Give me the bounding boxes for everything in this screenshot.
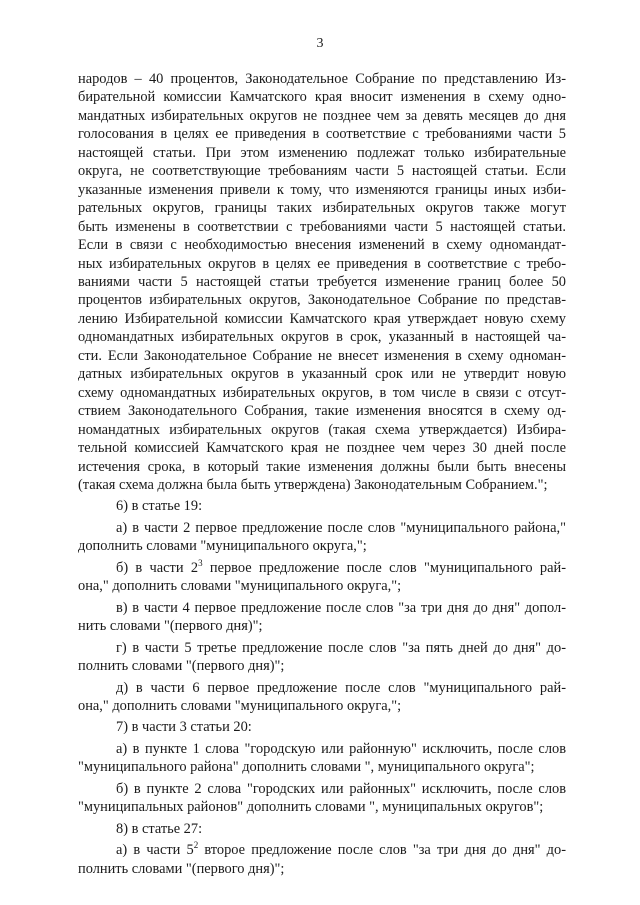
text-line: 6) в статье 19: — [116, 498, 203, 515]
text-line: (такая схема должна была быть утверждена) Законодательным Собранием."; — [78, 476, 548, 493]
text-line: нить словами "(первого дня)"; — [78, 618, 263, 635]
text-line: округа, не соответствующие требованиям части 5 настоящей статьи. Если — [78, 163, 566, 180]
text-line: мандатных избирательных округов не позднее чем за девять месяцев до дня — [78, 107, 566, 124]
text-line: ствием Законодательного Собрания, такие изменения вносятся в схему од- — [78, 403, 566, 420]
paragraph-subitem-b — [78, 780, 566, 817]
text-line: д) в части 6 первое предложение после слов "муниципального рай- — [116, 679, 566, 696]
text-segment: первое предложение после слов "муниципального рай- — [202, 559, 566, 576]
text-line — [78, 559, 566, 577]
text-line: тельной комиссией Камчатского края не позднее чем через 30 дней после — [78, 440, 566, 457]
paragraph-item-7 — [78, 718, 566, 736]
text-line — [78, 841, 566, 859]
text-line: бирательной комиссии Камчатского края вносит изменения в схему одно- — [78, 89, 566, 106]
text-line: Если в связи с необходимостью внесения изменений в схему одномандат- — [78, 237, 566, 254]
document-body — [78, 70, 566, 878]
paragraph-subitem-d — [78, 679, 566, 716]
paragraph-subitem-a — [78, 740, 566, 777]
text-line: ваниями части 5 настоящей статьи требуется изменение границ более 50 — [78, 273, 566, 290]
paragraph-subitem-a — [78, 841, 566, 878]
text-line: дополнить словами "муниципального округа,"; — [78, 538, 367, 555]
text-line: "муниципальных районов" дополнить словами ", муниципальных округов"; — [78, 799, 544, 816]
text-segment: второе предложение после слов "за три дня до дня" до- — [198, 842, 566, 859]
text-line: а) в части 2 первое предложение после слов "муниципального района," — [116, 519, 566, 536]
text-line: 7) в части 3 статьи 20: — [116, 719, 252, 736]
text-line: народов – 40 процентов, Законодательное Собрание по представлению Из- — [78, 71, 566, 87]
superscript-number: 2 — [193, 840, 199, 851]
paragraph-item-6 — [78, 497, 566, 515]
text-line: 8) в статье 27: — [116, 820, 203, 837]
text-line: ных избирательных округов в целях ее приведения в соответствие с требо- — [78, 255, 566, 272]
text-line: настоящей статьи. При этом изменению подлежат только избирательные — [78, 144, 566, 161]
text-line: схему одномандатных избирательных округов, в том числе в связи с отсут- — [78, 384, 566, 401]
text-line: рательных округов, границы таких избирательных округов также могут — [78, 200, 566, 217]
paragraph-continuation — [78, 70, 566, 494]
text-line: б) в пункте 2 слова "городских или районных" исключить, после слов — [116, 780, 566, 797]
text-line: в) в части 4 первое предложение после слов "за три дня до дня" допол- — [116, 599, 566, 616]
text-line: она," дополнить словами "муниципального округа,"; — [78, 578, 402, 595]
paragraph-subitem-b — [78, 559, 566, 596]
text-line: номандатных избирательных округов (такая схема утверждается) Избира- — [78, 421, 566, 438]
text-line: указанные изменения привели к тому, что изменяются границы иных изби- — [78, 181, 566, 198]
paragraph-item-8 — [78, 820, 566, 838]
text-line: процентов избирательных округов, Законодательное Собрание по представ- — [78, 292, 566, 309]
text-line: лению Избирательной комиссии Камчатского края утверждает новую схему — [78, 310, 566, 327]
text-line: истечения срока, в который такие изменения должны были быть внесены — [78, 458, 566, 475]
text-line: а) в пункте 1 слова "городскую или районную" исключить, после слов — [116, 740, 566, 757]
text-line: быть изменены в соответствии с требованиями части 5 настоящей статьи. — [78, 218, 566, 235]
page-number: 3 — [316, 36, 324, 51]
text-line: полнить словами "(первого дня)"; — [78, 658, 285, 675]
text-line: полнить словами "(первого дня)"; — [78, 860, 285, 877]
text-line: она," дополнить словами "муниципального округа,"; — [78, 697, 402, 714]
text-line: сти. Если Законодательное Собрание не внесет изменения в схему одноман- — [78, 347, 566, 364]
text-line: датных избирательных округов в указанный срок или не утвердит новую — [78, 366, 566, 383]
text-line: "муниципального района" дополнить словами ", муниципального округа"; — [78, 759, 535, 776]
text-line: голосования в целях ее приведения в соответствие с требованиями части 5 — [78, 126, 566, 143]
text-line: г) в части 5 третье предложение после слов "за пять дней до дня" до- — [116, 639, 566, 656]
text-segment: а) в части 5 — [116, 842, 194, 859]
paragraph-subitem-a — [78, 519, 566, 556]
paragraph-subitem-g — [78, 639, 566, 676]
superscript-number: 3 — [198, 557, 203, 568]
text-line: одномандатных избирательных округов в срок, указанный в настоящей ча- — [78, 329, 566, 346]
text-segment: б) в части 2 — [116, 559, 199, 576]
paragraph-subitem-v — [78, 599, 566, 636]
